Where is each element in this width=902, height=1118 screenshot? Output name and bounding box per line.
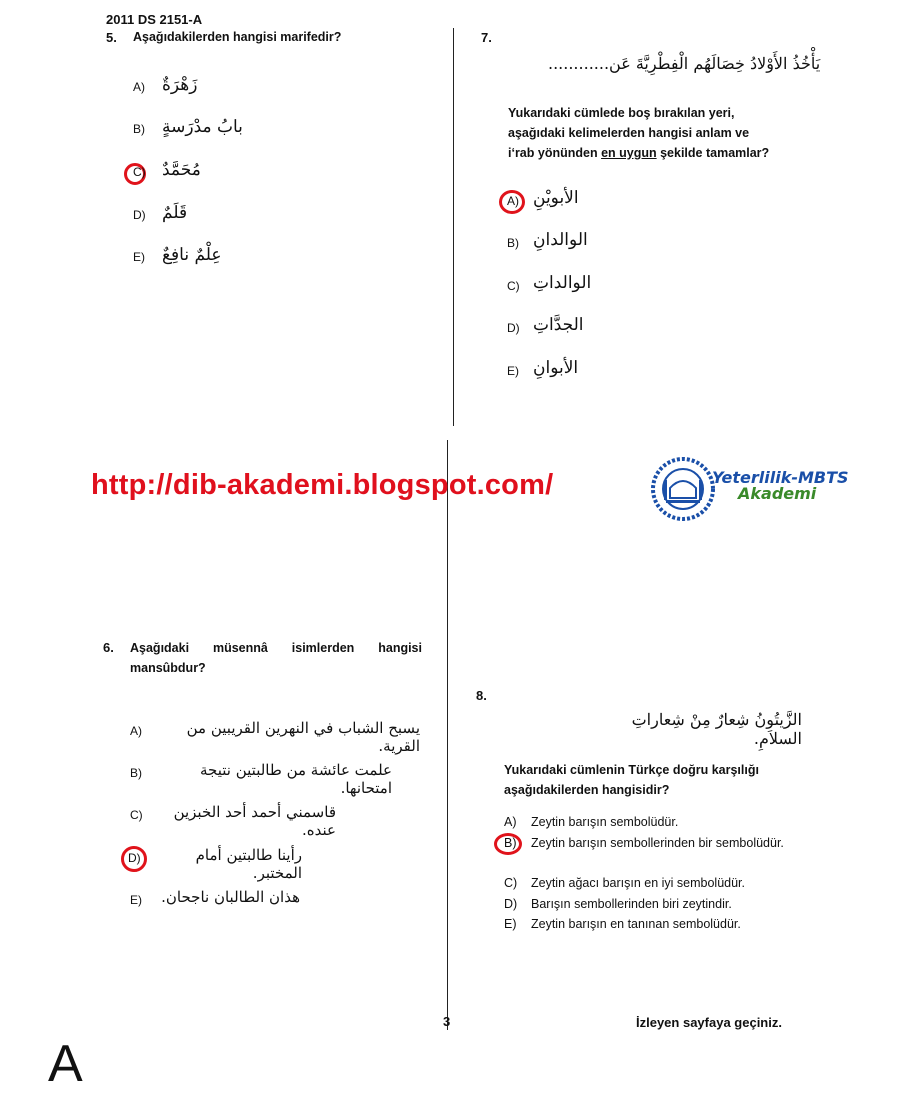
q7-arabic-sentence: يَأْخُذُ الأَوْلادُ خِصَالَهُم الْفِطْرِيَّةَ عَن............ (548, 54, 821, 73)
q8-option-b-label[interactable]: B) (504, 836, 517, 850)
q6-question-line2: mansûbdur? (130, 661, 206, 675)
q5-option-e-text: عِلْمٌ نافِعٌ (162, 245, 222, 265)
logo-subtitle: Akademi (738, 484, 817, 503)
q5-question-text: Aşağıdakilerden hangisi marifedir? (133, 30, 342, 44)
q6-option-d-label[interactable]: D) (128, 851, 141, 865)
q7-option-b-text: الوالدانِ (533, 230, 588, 250)
q5-option-c-text: مُحَمَّدٌ (162, 160, 201, 180)
q7-question-line1: Yukarıdaki cümlede boş bırakılan yeri, (508, 106, 735, 120)
q6-option-b-label[interactable]: B) (130, 766, 142, 780)
q6-option-e-label[interactable]: E) (130, 893, 142, 907)
booklet-letter: A (48, 1035, 83, 1093)
q8-option-c-label[interactable]: C) (504, 876, 518, 890)
q5-option-a-text: زَهْرَةٌ (162, 75, 198, 95)
q7-option-c-label[interactable]: C) (507, 279, 520, 293)
q5-option-b-text: بابُ مدْرَسةٍ (162, 117, 243, 137)
q8-arabic-sentence: الزَّيتُونُ شِعارٌ مِنْ شِعاراتِ السلاَمِ. (631, 710, 802, 748)
q7-option-e-label[interactable]: E) (507, 364, 519, 378)
q7-question-text (508, 103, 804, 163)
q7-emphasis: en uygun (601, 146, 657, 160)
q6-option-b-text: علمت عائشة من طالبتين نتيجة امتحانها. (200, 761, 392, 797)
q5-option-d-text: قَلَمٌ (162, 203, 188, 223)
q6-option-a-label[interactable]: A) (130, 724, 142, 738)
q7-option-b-label[interactable]: B) (507, 236, 519, 250)
q8-option-a-text: Zeytin barışın sembolüdür. (531, 815, 679, 829)
q7-option-a-text: الأبويْنِ (533, 188, 579, 208)
logo-title: Yeterlilik-MBTS (712, 468, 849, 487)
mosque-emblem-icon (650, 456, 716, 526)
q7-option-d-label[interactable]: D) (507, 321, 520, 335)
q5-number: 5. (106, 30, 117, 45)
column-divider-top (453, 28, 454, 426)
q8-question-text (504, 760, 796, 800)
academy-logo (650, 456, 850, 528)
q6-option-e-text: هذان الطالبان ناجحان. (161, 888, 300, 906)
q8-question-line1: Yukarıdaki cümlenin Türkçe doğru karşılığı (504, 763, 759, 777)
q8-option-d-label[interactable]: D) (504, 897, 518, 911)
q8-option-b-text: Zeytin barışın sembollerinden bir sembolüdür. (531, 836, 784, 850)
q6-question-text (130, 638, 422, 678)
q6-option-d-text: رأينا طالبتين أمام المختبر. (195, 846, 302, 882)
q5-option-d-label[interactable]: D) (133, 208, 146, 222)
q5-option-a-label[interactable]: A) (133, 80, 145, 94)
exam-code: 2011 DS 2151-A (106, 12, 203, 27)
q8-option-c-text: Zeytin ağacı barışın en iyi sembolüdür. (531, 876, 746, 890)
next-page-note: İzleyen sayfaya geçiniz. (636, 1015, 782, 1030)
q6-option-a-text: يسبح الشباب في النهرين القريبين من القرية. (186, 719, 420, 755)
q7-option-e-text: الأبوانِ (533, 358, 579, 378)
q7-option-a-label[interactable]: A) (507, 194, 519, 208)
q7-question-line2: aşağıdaki kelimelerden hangisi anlam ve (508, 126, 750, 140)
q8-question-line2: aşağıdakilerden hangisidir? (504, 783, 670, 797)
q7-option-d-text: الجدَّاتِ (533, 315, 584, 335)
q5-option-b-label[interactable]: B) (133, 122, 145, 136)
site-url-link[interactable]: http://dib-akademi.blogspot.com/ (91, 469, 554, 501)
q8-option-e-label[interactable]: E) (504, 917, 517, 931)
q5-option-c-label[interactable]: C) (133, 165, 146, 179)
q6-question-line1: Aşağıdaki müsennâ isimlerden hangisi (130, 641, 422, 655)
q7-question-line3: i‘rab yönünden en uygun şekilde tamamlar? (508, 146, 770, 160)
q8-option-a-label[interactable]: A) (504, 815, 517, 829)
page-number: 3 (443, 1014, 451, 1029)
column-divider-bottom (447, 440, 448, 1030)
q8-option-e-text: Zeytin barışın en tanınan sembolüdür. (531, 917, 741, 931)
q6-option-c-label[interactable]: C) (130, 808, 143, 822)
q7-option-c-text: الوالداتِ (533, 273, 592, 293)
q8-number: 8. (476, 688, 487, 703)
q5-option-e-label[interactable]: E) (133, 250, 145, 264)
q7-number: 7. (481, 30, 492, 45)
q6-number: 6. (103, 640, 114, 655)
q6-option-c-text: قاسمني أحمد أحد الخبزين عنده. (173, 803, 336, 839)
q8-option-d-text: Barışın sembollerinden biri zeytindir. (531, 897, 732, 911)
